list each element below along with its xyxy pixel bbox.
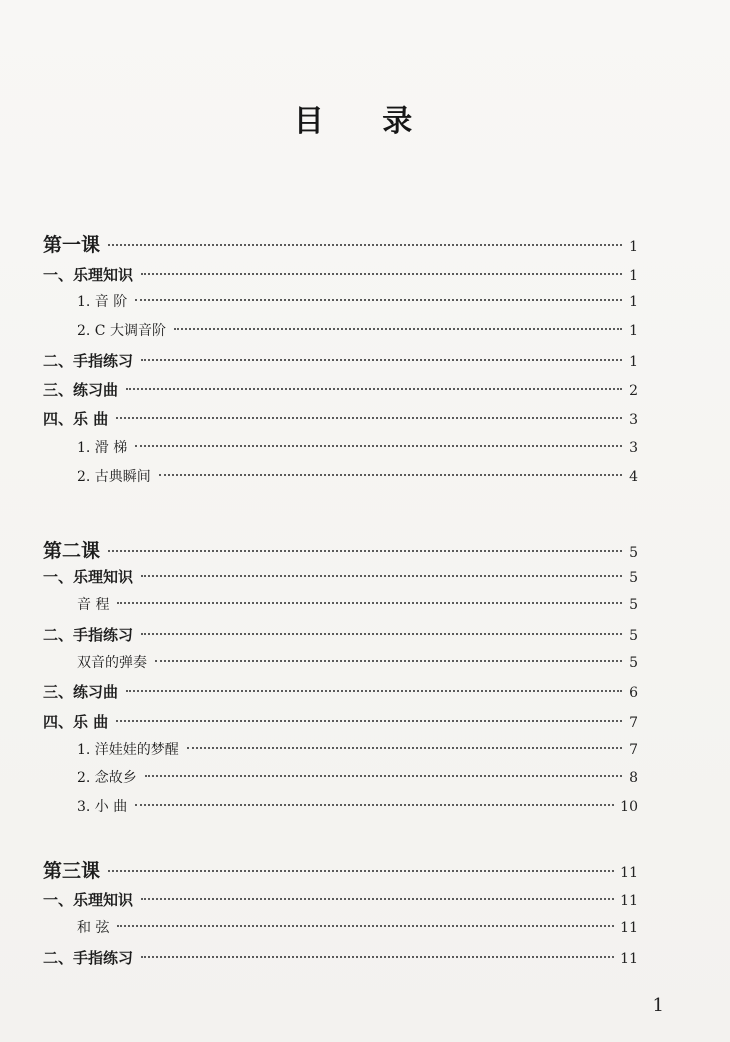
toc-entry-lesson1-scale[interactable] bbox=[43, 291, 638, 311]
dotted-leader bbox=[159, 474, 622, 476]
toc-entry-label: 二、手指练习 bbox=[43, 626, 134, 644]
toc-lesson-2-label: 第二课 bbox=[43, 540, 101, 562]
toc-entry-lesson1-c-major-scale[interactable] bbox=[43, 320, 638, 340]
toc-entry-lesson1-finger-practice[interactable] bbox=[43, 350, 638, 371]
toc-page-number: 1 bbox=[629, 294, 638, 310]
toc-page-number: 3 bbox=[629, 412, 638, 428]
dotted-leader bbox=[141, 898, 614, 900]
toc-entry-lesson2-finger-practice[interactable] bbox=[43, 624, 638, 645]
toc-entry-lesson2-etude[interactable] bbox=[43, 681, 638, 702]
toc-entry-label: 一、乐理知识 bbox=[43, 891, 134, 909]
toc-page-number: 4 bbox=[629, 469, 638, 485]
dotted-leader bbox=[141, 359, 622, 361]
toc-entry-label: 音 程 bbox=[77, 597, 110, 613]
toc-entry-lesson3-chord[interactable] bbox=[43, 917, 638, 937]
toc-entry-label: 1. 洋娃娃的梦醒 bbox=[77, 742, 179, 758]
toc-entry-label: 四、乐 曲 bbox=[43, 713, 109, 731]
toc-entry-lesson1-theory[interactable] bbox=[43, 264, 638, 285]
toc-entry-label: 双音的弹奏 bbox=[77, 655, 147, 671]
dotted-leader bbox=[108, 550, 622, 552]
toc-page-number: 10 bbox=[620, 799, 638, 815]
toc-entry-label: 一、乐理知识 bbox=[43, 568, 134, 586]
toc-page-number: 11 bbox=[620, 920, 638, 936]
toc-entry-lesson2-doll-dream[interactable] bbox=[43, 739, 638, 759]
toc-page-number: 1 bbox=[629, 323, 638, 339]
toc-lesson-1[interactable] bbox=[43, 230, 638, 257]
toc-page-number: 7 bbox=[629, 742, 638, 758]
dotted-leader bbox=[116, 720, 622, 722]
toc-page-number: 11 bbox=[620, 893, 638, 909]
dotted-leader bbox=[135, 445, 622, 447]
dotted-leader bbox=[108, 244, 622, 246]
toc-entry-lesson3-finger-practice[interactable] bbox=[43, 947, 638, 968]
toc-page-number: 1 bbox=[629, 239, 638, 255]
page-folio: 1 bbox=[652, 995, 664, 1016]
toc-page-number: 5 bbox=[629, 655, 638, 671]
toc-entry-lesson2-hometown[interactable] bbox=[43, 767, 638, 787]
toc-lesson-3[interactable] bbox=[43, 856, 638, 883]
toc-page-number: 7 bbox=[629, 715, 638, 731]
dotted-leader bbox=[135, 299, 622, 301]
toc-entry-label: 三、练习曲 bbox=[43, 683, 119, 701]
toc-entry-label: 四、乐 曲 bbox=[43, 410, 109, 428]
toc-entry-label: 2. C 大调音阶 bbox=[77, 323, 166, 339]
toc-entry-label: 3. 小 曲 bbox=[77, 799, 128, 815]
dotted-leader bbox=[141, 273, 622, 275]
toc-entry-label: 二、手指练习 bbox=[43, 949, 134, 967]
toc-entry-lesson2-interval[interactable] bbox=[43, 594, 638, 614]
toc-entry-label: 三、练习曲 bbox=[43, 381, 119, 399]
toc-page-number: 5 bbox=[629, 545, 638, 561]
dotted-leader bbox=[141, 633, 622, 635]
toc-entry-label: 1. 音 阶 bbox=[77, 294, 128, 310]
toc-entry-lesson2-double-stops[interactable] bbox=[43, 652, 638, 672]
toc-entry-lesson1-pieces[interactable] bbox=[43, 408, 638, 429]
dotted-leader bbox=[108, 870, 614, 872]
dotted-leader bbox=[135, 804, 614, 806]
toc-entry-lesson1-classical-moment[interactable] bbox=[43, 466, 638, 486]
toc-entry-label: 2. 古典瞬间 bbox=[77, 469, 151, 485]
toc-entry-lesson2-pieces[interactable] bbox=[43, 711, 638, 732]
dotted-leader bbox=[117, 925, 614, 927]
toc-entry-label: 一、乐理知识 bbox=[43, 266, 134, 284]
toc-page-number: 1 bbox=[629, 354, 638, 370]
toc-page-number: 5 bbox=[629, 628, 638, 644]
toc-page-number: 8 bbox=[629, 770, 638, 786]
dotted-leader bbox=[155, 660, 622, 662]
toc-page-number: 5 bbox=[629, 597, 638, 613]
toc-entry-lesson2-minuet[interactable] bbox=[43, 796, 638, 816]
dotted-leader bbox=[141, 956, 614, 958]
toc-entry-label: 1. 滑 梯 bbox=[77, 440, 128, 456]
dotted-leader bbox=[126, 690, 622, 692]
toc-page-number: 1 bbox=[629, 268, 638, 284]
page-title: 目 录 bbox=[293, 104, 437, 139]
toc-entry-lesson1-etude[interactable] bbox=[43, 379, 638, 400]
toc-page-number: 5 bbox=[629, 570, 638, 586]
toc-page-number: 11 bbox=[620, 865, 638, 881]
toc-lesson-2[interactable] bbox=[43, 536, 638, 563]
toc-page-number: 6 bbox=[629, 685, 638, 701]
dotted-leader bbox=[126, 388, 622, 390]
dotted-leader bbox=[145, 775, 622, 777]
dotted-leader bbox=[174, 328, 622, 330]
toc-entry-lesson3-theory[interactable] bbox=[43, 889, 638, 910]
dotted-leader bbox=[117, 602, 622, 604]
toc-entry-label: 和 弦 bbox=[77, 920, 110, 936]
toc-page-number: 11 bbox=[620, 951, 638, 967]
dotted-leader bbox=[141, 575, 622, 577]
toc-entry-lesson1-slide[interactable] bbox=[43, 437, 638, 457]
toc-entry-label: 二、手指练习 bbox=[43, 352, 134, 370]
toc-page-number: 2 bbox=[629, 383, 638, 399]
toc-lesson-1-label: 第一课 bbox=[43, 234, 101, 256]
dotted-leader bbox=[116, 417, 622, 419]
dotted-leader bbox=[187, 747, 622, 749]
toc-entry-lesson2-theory[interactable] bbox=[43, 566, 638, 587]
toc-page-number: 3 bbox=[629, 440, 638, 456]
toc-entry-label: 2. 念故乡 bbox=[77, 770, 137, 786]
toc-lesson-3-label: 第三课 bbox=[43, 860, 101, 882]
